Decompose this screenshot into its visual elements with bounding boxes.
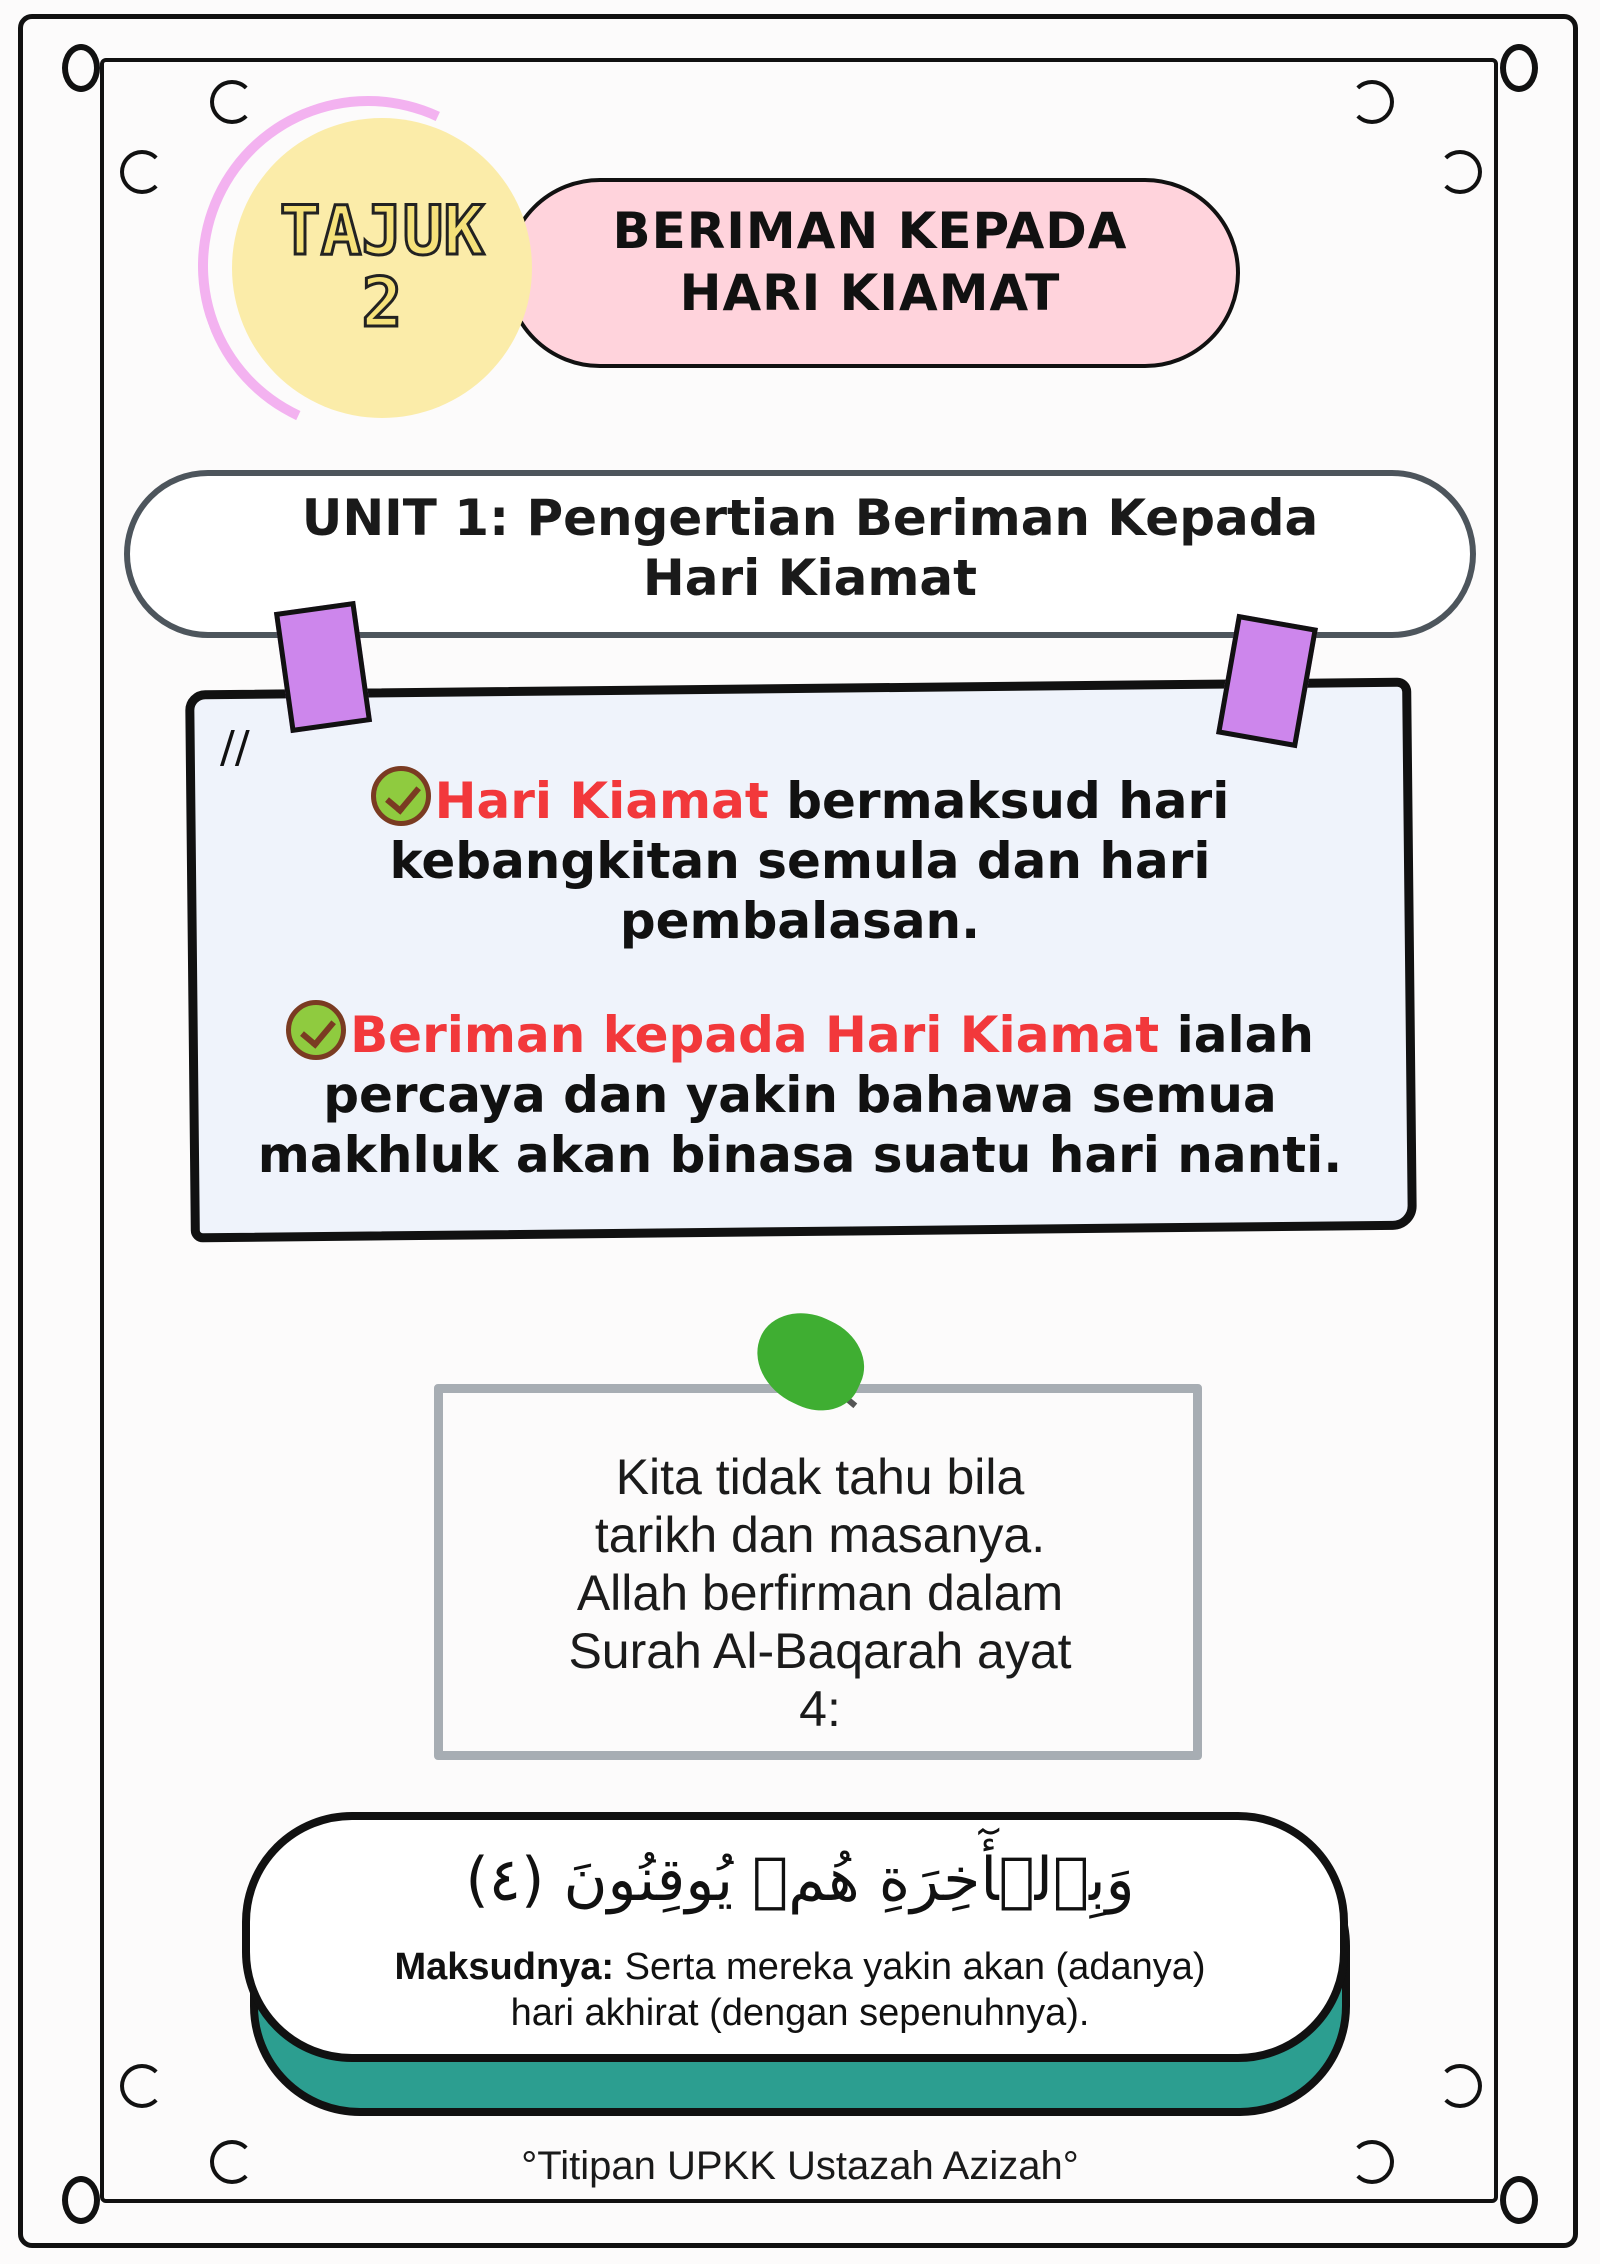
definition-2-line-1 <box>220 1000 1380 1065</box>
scroll-ornament-icon <box>1438 150 1482 194</box>
note-line-1: Kita tidak tahu bila <box>615 1449 1025 1505</box>
tape-left <box>274 601 372 733</box>
note-line-5: 4: <box>799 1681 841 1737</box>
corner-ring-icon <box>1500 2176 1538 2224</box>
definition-2-line-2: percaya dan yakin bahawa semua <box>323 1066 1277 1124</box>
unit-line-1: UNIT 1: Pengertian Beriman Kepada <box>301 489 1319 547</box>
title-line-2: HARI KIAMAT <box>679 264 1061 322</box>
definition-1 <box>230 766 1370 951</box>
note-line-4: Surah Al-Baqarah ayat <box>568 1623 1072 1679</box>
definition-1-text: bermaksud hari <box>768 772 1230 830</box>
topic-number: 2 <box>361 264 403 343</box>
scroll-ornament-icon <box>1350 80 1394 124</box>
definition-1-line-3: pembalasan. <box>619 892 981 950</box>
note-text <box>470 1448 1170 1738</box>
doodle-marks: // <box>220 722 250 773</box>
unit-heading <box>300 488 1320 608</box>
topic-label <box>232 192 532 343</box>
scroll-ornament-icon <box>210 80 254 124</box>
verse-meaning <box>340 1944 1260 2036</box>
definition-1-line-1 <box>230 766 1370 831</box>
meaning-label: Maksudnya: <box>394 1946 615 1988</box>
note-line-3: Allah berfirman dalam <box>576 1565 1064 1621</box>
corner-ring-icon <box>1500 44 1538 92</box>
definition-1-line-2: kebangkitan semula dan hari <box>389 832 1211 890</box>
meaning-line-1 <box>340 1944 1260 1990</box>
definition-2-text: ialah <box>1159 1006 1314 1064</box>
scroll-ornament-icon <box>210 2140 254 2184</box>
definition-2 <box>220 1000 1380 1185</box>
scroll-ornament-icon <box>120 150 164 194</box>
note-line-2: tarikh dan masanya. <box>594 1507 1046 1563</box>
title-line-1: BERIMAN KEPADA <box>612 202 1128 260</box>
unit-line-2: Hari Kiamat <box>642 549 978 607</box>
page-title <box>560 200 1180 324</box>
definition-1-term: Hari Kiamat <box>434 772 769 830</box>
definition-2-line-3: makhluk akan binasa suatu hari nanti. <box>257 1126 1343 1184</box>
scroll-ornament-icon <box>1350 2140 1394 2184</box>
check-circle-icon <box>286 1000 346 1060</box>
corner-ring-icon <box>62 2176 100 2224</box>
corner-ring-icon <box>62 44 100 92</box>
scroll-ornament-icon <box>1438 2064 1482 2108</box>
meaning-line-2: hari akhirat (dengan sepenuhnya). <box>510 1992 1090 2034</box>
scroll-ornament-icon <box>120 2064 164 2108</box>
meaning-text-1: Serta mereka yakin akan (adanya) <box>614 1946 1206 1988</box>
arabic-verse: وَبِٱلۡأٓخِرَةِ هُمۡ يُوقِنُونَ (٤) <box>465 1845 1135 1915</box>
check-circle-icon <box>371 766 431 826</box>
definition-2-term: Beriman kepada Hari Kiamat <box>350 1006 1160 1064</box>
topic-word: TAJUK <box>279 192 485 271</box>
footer-credit: °Titipan UPKK Ustazah Azizah° <box>521 2144 1079 2188</box>
